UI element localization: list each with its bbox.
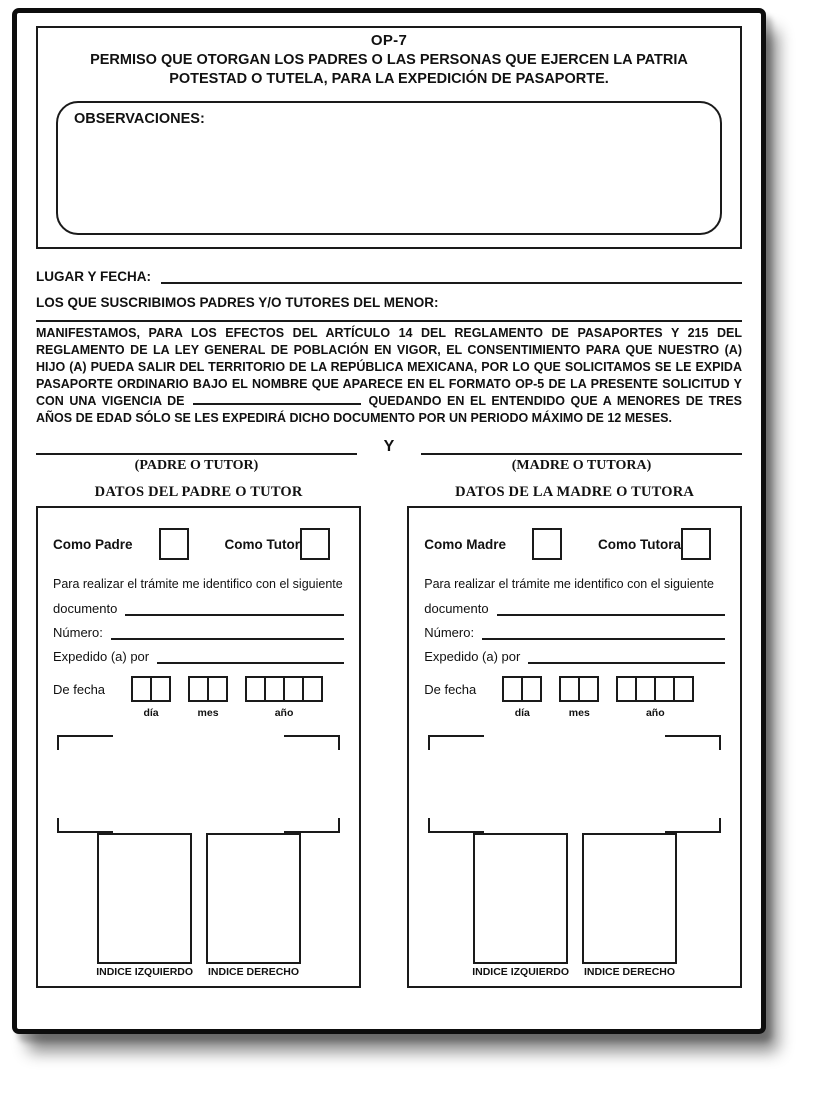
year-cell[interactable] xyxy=(654,676,675,702)
indice-izquierdo-label: INDICE IZQUIERDO xyxy=(96,966,194,978)
mother-documento-line[interactable] xyxy=(497,602,725,616)
mother-databox xyxy=(407,506,742,988)
observations-label: OBSERVACIONES: xyxy=(74,111,205,127)
mother-photo-area[interactable] xyxy=(428,735,721,833)
documento-label: documento xyxy=(53,601,118,616)
expedido-label: Expedido (a) por xyxy=(53,649,150,664)
de-fecha-label: De fecha xyxy=(424,682,477,697)
father-documento-line[interactable] xyxy=(125,602,344,616)
corner-mark xyxy=(57,735,113,750)
father-left-index xyxy=(96,833,193,978)
day-cell[interactable] xyxy=(150,676,171,702)
indice-izquierdo-label: INDICE IZQUIERDO xyxy=(472,966,570,978)
year-cell[interactable] xyxy=(264,676,285,702)
numero-label: Número: xyxy=(424,625,475,640)
father-right-index xyxy=(206,833,301,978)
mes-label: mes xyxy=(197,707,219,719)
section-mother xyxy=(407,484,742,988)
corner-mark xyxy=(665,735,721,750)
mother-signature-label: (MADRE O TUTORA) xyxy=(511,458,652,473)
father-signature-line[interactable] xyxy=(36,443,357,455)
month-cell[interactable] xyxy=(207,676,228,702)
mother-signature-col xyxy=(421,443,742,474)
corner-mark xyxy=(428,735,484,750)
observations-box[interactable] xyxy=(56,101,722,235)
mother-date-row xyxy=(424,676,725,719)
mother-right-index xyxy=(582,833,677,978)
father-day-group xyxy=(131,676,171,719)
day-cell[interactable] xyxy=(521,676,542,702)
month-cell[interactable] xyxy=(188,676,209,702)
como-padre-label: Como Padre xyxy=(53,536,133,552)
form-code: OP-7 xyxy=(370,32,408,49)
mother-year-group xyxy=(616,676,694,719)
year-cell[interactable] xyxy=(245,676,266,702)
mother-numero-line[interactable] xyxy=(482,626,725,640)
form-paper xyxy=(17,13,761,1029)
como-padre-checkbox[interactable] xyxy=(159,528,189,560)
father-left-index-box[interactable] xyxy=(97,833,192,964)
mother-numero-row xyxy=(424,625,725,640)
dia-label: día xyxy=(514,707,530,719)
indice-derecho-label: INDICE DERECHO xyxy=(584,966,676,978)
father-databox xyxy=(36,506,361,988)
manifesto-before-blank: MANIFESTAMOS, PARA LOS EFECTOS DEL ARTÍCULO 14 DEL REGLAMENTO DE PASAPORTES Y 215 DEL REGLAMENTO DE LA LEY GENERAL DE POBLACIÓN EN VIGOR, EL CONSENTIMIENTO PARA QUE NUESTRO (A) HIJO (A) PUEDA SALIR DEL TERRITORIO DE LA REPÚBLICA MEXICANA, POR LO QUE SOLICITAMOS SE LE EXPIDA PASAPORTE ORDINARIO BAJO EL NOMBRE QUE APARECE EN EL FORMATO OP-5 DE LA PRESENTE SOLICITUD Y CON UNA VIGENCIA DE xyxy=(36,326,742,408)
year-cell[interactable] xyxy=(616,676,637,702)
lugar-fecha-label: LUGAR Y FECHA: xyxy=(36,269,152,284)
father-numero-line[interactable] xyxy=(111,626,344,640)
data-sections-row xyxy=(36,484,742,988)
mother-identify-text: Para realizar el trámite me identifico con el siguiente xyxy=(424,577,714,591)
mother-month-group xyxy=(559,676,599,719)
month-cell[interactable] xyxy=(559,676,580,702)
como-madre-checkbox[interactable] xyxy=(532,528,562,560)
mother-day-group xyxy=(502,676,542,719)
lugar-fecha-row xyxy=(36,269,742,284)
ano-label: año xyxy=(645,707,665,719)
father-month-group xyxy=(188,676,228,719)
corner-mark xyxy=(57,818,113,833)
father-date-row xyxy=(53,676,344,719)
corner-mark xyxy=(428,818,484,833)
form-title: PERMISO QUE OTORGAN LOS PADRES O LAS PERSONAS QUE EJERCEN LA PATRIA POTESTAD O TUTELA, PARA LA EXPEDICIÓN DE PASAPORTE. xyxy=(90,52,688,87)
header-box xyxy=(36,26,742,249)
father-year-group xyxy=(245,676,323,719)
manifesto-paragraph xyxy=(36,325,742,427)
dia-label: día xyxy=(143,707,159,719)
father-documento-row xyxy=(53,601,344,616)
mother-left-index xyxy=(472,833,569,978)
mother-expedido-line[interactable] xyxy=(528,650,725,664)
father-expedido-line[interactable] xyxy=(157,650,344,664)
father-signature-label: (PADRE O TUTOR) xyxy=(134,458,259,473)
year-cell[interactable] xyxy=(302,676,323,702)
year-cell[interactable] xyxy=(635,676,656,702)
father-numero-row xyxy=(53,625,344,640)
como-tutor-checkbox[interactable] xyxy=(300,528,330,560)
father-signature-col xyxy=(36,443,357,474)
father-right-index-box[interactable] xyxy=(206,833,301,964)
month-cell[interactable] xyxy=(578,676,599,702)
father-identify-text: Para realizar el trámite me identifico con el siguiente xyxy=(53,577,343,591)
como-tutora-label: Como Tutora xyxy=(598,536,681,552)
father-fingerprints-row xyxy=(53,833,344,978)
mother-expedido-row xyxy=(424,649,725,664)
corner-mark xyxy=(284,818,340,833)
signatures-row xyxy=(36,438,742,474)
suscribimos-label: LOS QUE SUSCRIBIMOS PADRES Y/O TUTORES DEL MENOR: xyxy=(36,295,439,310)
father-role-row xyxy=(53,528,344,560)
indice-derecho-label: INDICE DERECHO xyxy=(208,966,300,978)
expedido-label: Expedido (a) por xyxy=(424,649,521,664)
manifesto-after-blank: QUEDANDO EN EL ENTENDIDO QUE A MENORES DE TRES AÑOS DE EDAD SÓLO SE LES EXPEDIRÁ DICHO DOCUMENTO POR UN PERIODO MÁXIMO DE 12 MESES. xyxy=(36,394,743,425)
corner-mark xyxy=(665,818,721,833)
mother-role-row xyxy=(424,528,725,560)
father-photo-area[interactable] xyxy=(57,735,340,833)
lugar-fecha-line[interactable] xyxy=(161,269,742,284)
day-cell[interactable] xyxy=(131,676,152,702)
vigencia-blank-line[interactable] xyxy=(193,394,361,405)
como-tutora-checkbox[interactable] xyxy=(681,528,711,560)
conjunction-y: Y xyxy=(383,438,395,455)
day-cell[interactable] xyxy=(502,676,523,702)
father-section-heading: DATOS DEL PADRE O TUTOR xyxy=(94,484,303,500)
year-cell[interactable] xyxy=(283,676,304,702)
mother-fingerprints-row xyxy=(424,833,725,978)
scan-frame xyxy=(12,8,766,1034)
como-madre-label: Como Madre xyxy=(424,536,506,552)
como-tutor-label: Como Tutor xyxy=(224,536,301,552)
minor-name-line[interactable] xyxy=(36,311,742,322)
ano-label: año xyxy=(274,707,294,719)
documento-label: documento xyxy=(424,601,489,616)
year-cell[interactable] xyxy=(673,676,694,702)
numero-label: Número: xyxy=(53,625,103,640)
father-date-groups xyxy=(131,676,323,719)
corner-mark xyxy=(284,735,340,750)
mother-signature-line[interactable] xyxy=(421,443,742,455)
de-fecha-label: De fecha xyxy=(53,682,106,697)
mother-date-groups xyxy=(502,676,694,719)
mother-right-index-box[interactable] xyxy=(582,833,677,964)
mother-left-index-box[interactable] xyxy=(473,833,568,964)
mother-documento-row xyxy=(424,601,725,616)
mother-section-heading: DATOS DE LA MADRE O TUTORA xyxy=(455,484,695,500)
father-expedido-row xyxy=(53,649,344,664)
mes-label: mes xyxy=(568,707,590,719)
section-father xyxy=(36,484,361,988)
